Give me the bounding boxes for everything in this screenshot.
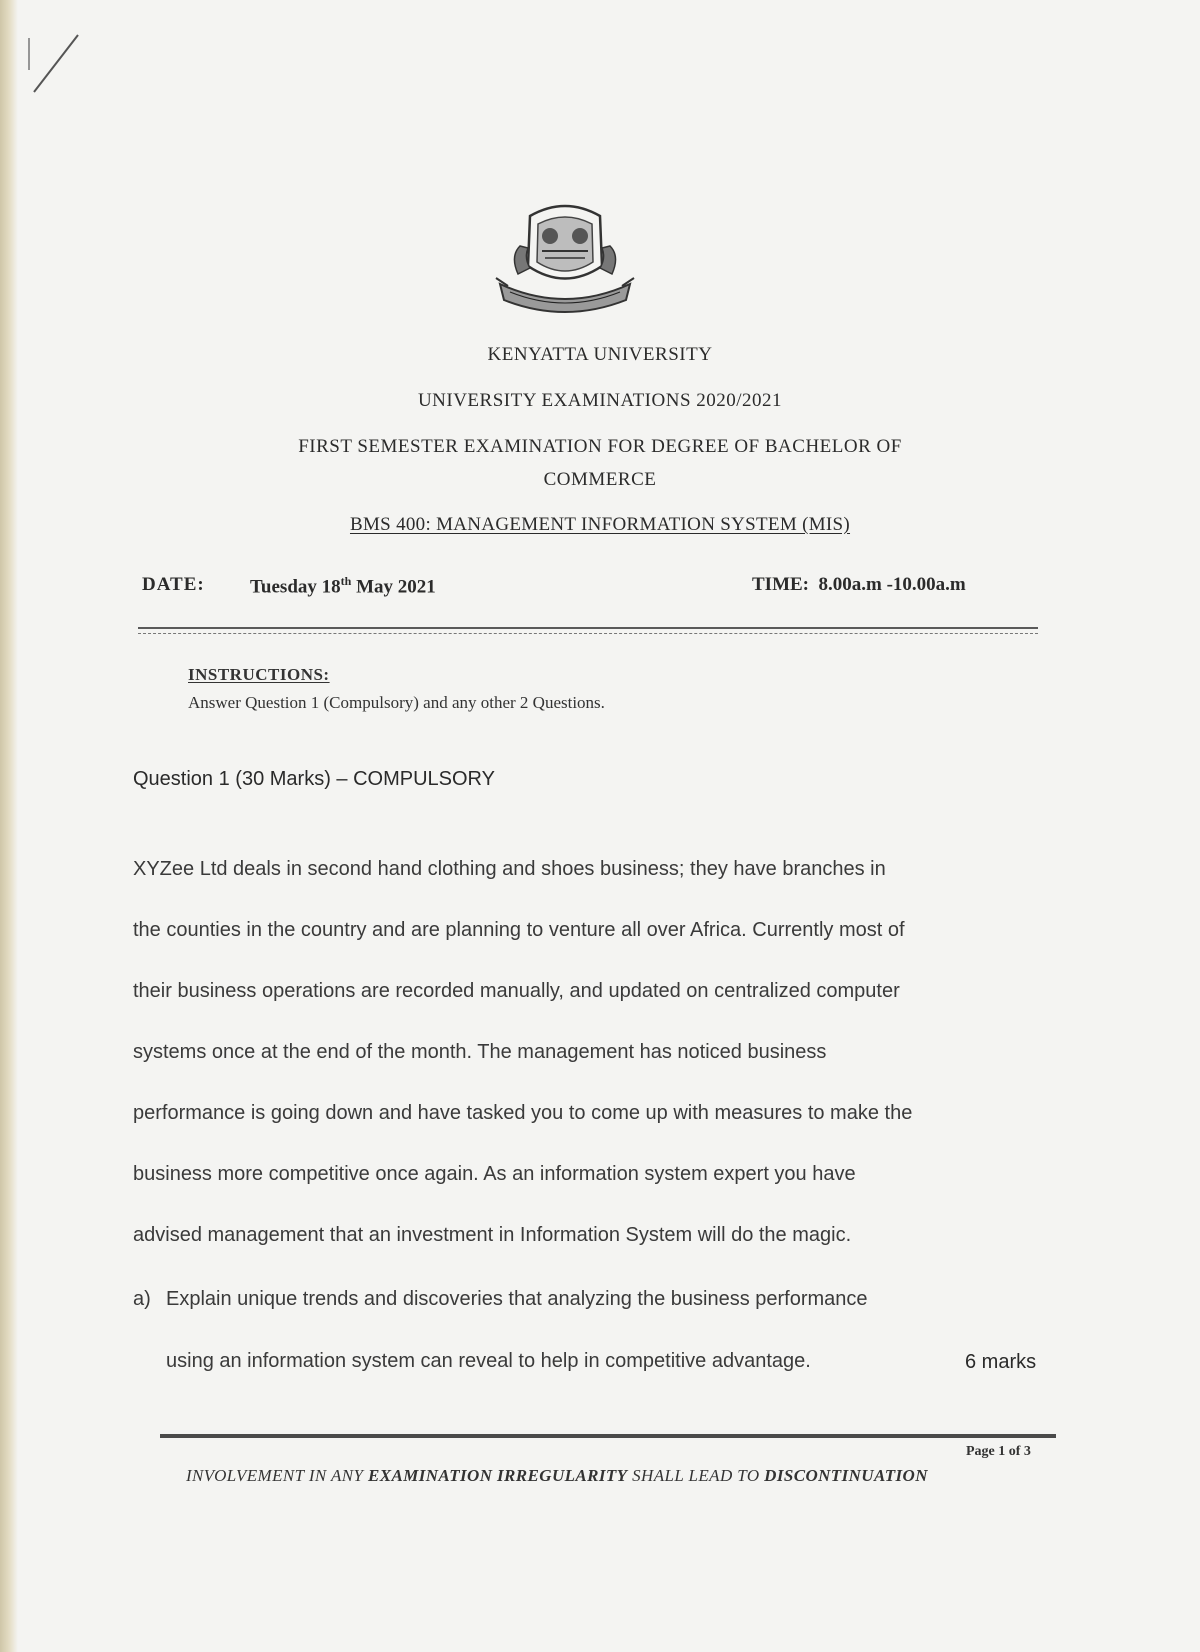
time-label: TIME: [752, 574, 809, 595]
footer-warning-part-4: DISCONTINUATION [764, 1466, 928, 1485]
date-label: DATE: [142, 574, 205, 595]
part-a-label: a) [133, 1288, 151, 1310]
question-1-paragraph-line: advised management that an investment in Information System will do the magic. [133, 1224, 852, 1246]
part-a-marks: 6 marks [965, 1351, 1037, 1373]
footer-warning-part-1: INVOLVEMENT IN ANY [186, 1466, 368, 1485]
part-a-text-line-1: Explain unique trends and discoveries that analyzing the business performance [166, 1288, 868, 1310]
exam-title-line-1: FIRST SEMESTER EXAMINATION FOR DEGREE OF BACHELOR OF [298, 436, 902, 457]
question-1-paragraph-line: their business operations are recorded manually, and updated on centralized computer [133, 980, 900, 1002]
exam-date [250, 574, 436, 598]
question-1-paragraph-line: performance is going down and have tasked you to come up with measures to make the [133, 1102, 913, 1124]
exam-date-rest: May 2021 [351, 576, 436, 598]
instructions-heading: INSTRUCTIONS: [188, 665, 330, 684]
exam-time [752, 574, 966, 596]
exam-title-line-2: COMMERCE [543, 469, 657, 490]
pen-stroke-mark [26, 30, 86, 100]
footer-warning [186, 1466, 928, 1486]
course-title-text: BMS 400: MANAGEMENT INFORMATION SYSTEM (MIS) [349, 514, 851, 535]
footer-warning-part-2: EXAMINATION IRREGULARITY [368, 1466, 628, 1485]
part-a-text-line-2: using an information system can reveal to help in competitive advantage. [166, 1350, 811, 1372]
question-1-paragraph-line: the counties in the country and are planning to venture all over Africa. Currently most of [133, 919, 905, 941]
page-number: Page 1 of 3 [966, 1444, 1031, 1459]
question-1-paragraph-line: XYZee Ltd deals in second hand clothing and shoes business; they have branches in [133, 858, 886, 880]
course-title [0, 514, 1200, 536]
university-name: KENYATTA UNIVERSITY [487, 344, 713, 365]
scan-edge-shadow [0, 0, 18, 1652]
header-divider-top [138, 627, 1038, 629]
header-divider-bottom [138, 633, 1038, 634]
question-1-heading: Question 1 (30 Marks) – COMPULSORY [133, 768, 495, 790]
exam-session: UNIVERSITY EXAMINATIONS 2020/2021 [417, 390, 783, 411]
instructions-text: Answer Question 1 (Compulsory) and any other 2 Questions. [188, 693, 605, 712]
footer-divider [160, 1434, 1056, 1438]
university-crest-logo [490, 196, 640, 326]
time-value: 8.00a.m -10.00a.m [818, 574, 966, 595]
question-1-paragraph-line: systems once at the end of the month. The management has noticed business [133, 1041, 827, 1063]
question-1-paragraph-line: business more competitive once again. As an information system expert you have [133, 1163, 856, 1185]
exam-date-suffix: th [340, 574, 352, 588]
footer-warning-part-3: SHALL LEAD TO [627, 1466, 765, 1485]
exam-date-day: Tuesday 18 [250, 576, 341, 598]
